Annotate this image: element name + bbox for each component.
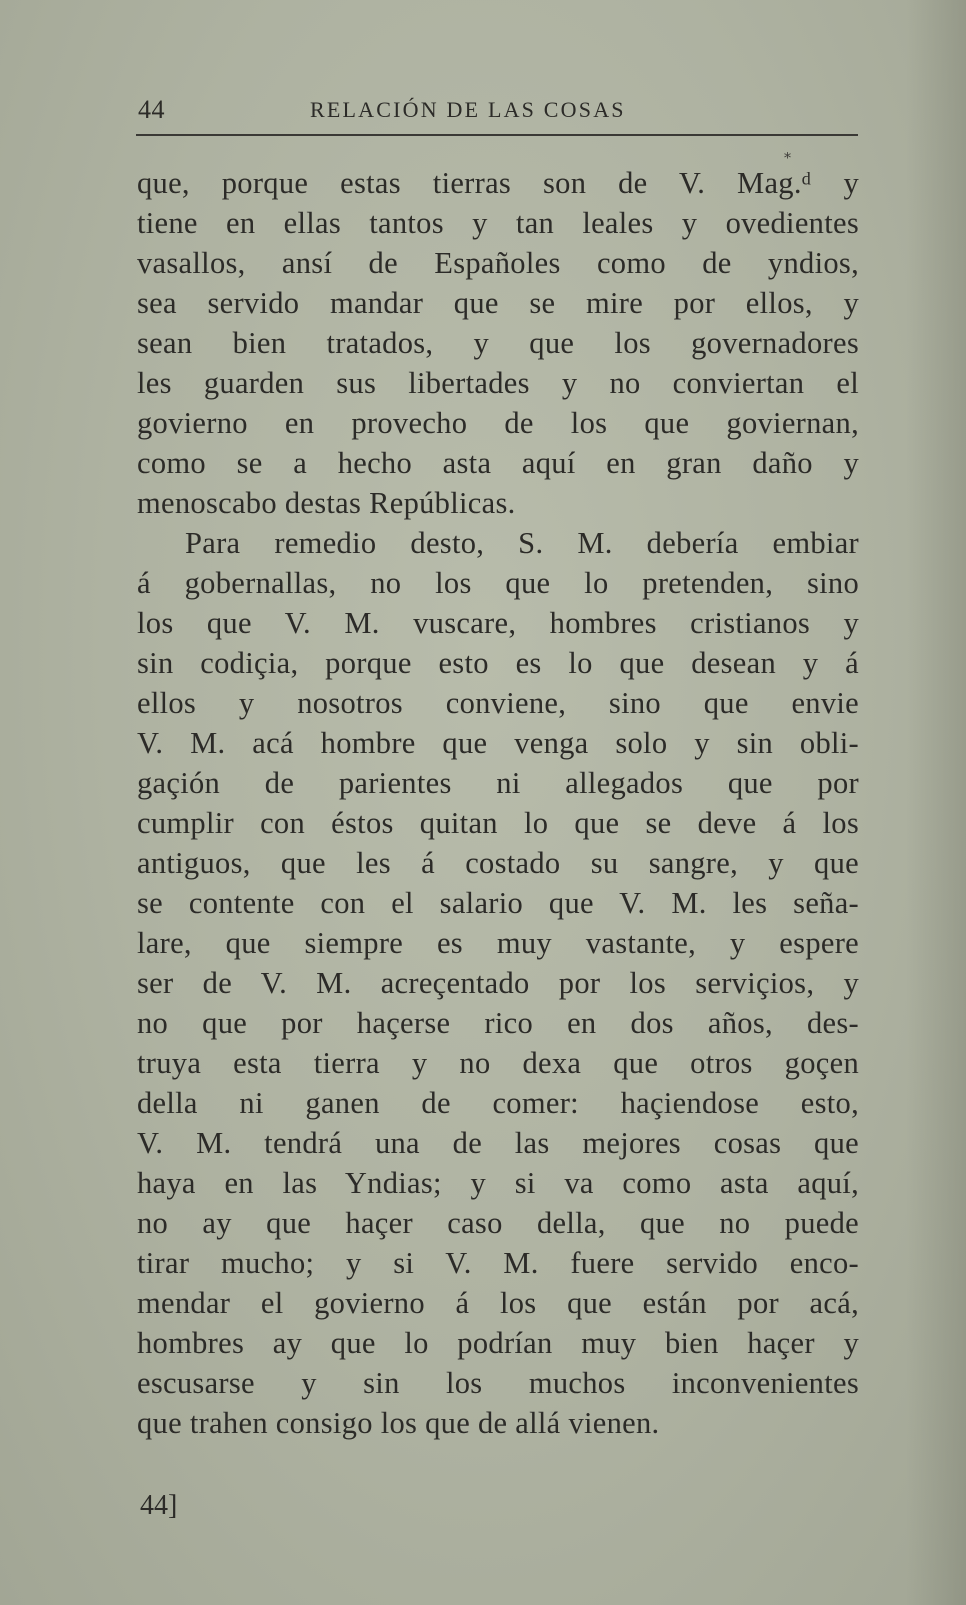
text-line: que, porque estas tierras son de V. Mag.ᵈ y	[137, 166, 859, 200]
text-line: cumplir con éstos quitan lo que se deve á los	[137, 806, 859, 840]
text-line: govierno en provecho de los que goviernan,	[137, 406, 859, 440]
text-line: no ay que haçer caso della, que no puede	[137, 1206, 859, 1240]
text-line: como se a hecho asta aquí en gran daño y	[137, 446, 859, 480]
header-rule	[136, 134, 858, 136]
text-line: antiguos, que les á costado su sangre, y que	[137, 846, 859, 880]
text-line: lare, que siempre es muy vastante, y espere	[137, 926, 859, 960]
text-line: sea servido mandar que se mire por ellos, y	[137, 286, 859, 320]
text-line: V. M. acá hombre que venga solo y sin obli-	[137, 726, 859, 760]
text-line: los que V. M. vuscare, hombres cristianos y	[137, 606, 859, 640]
text-line: mendar el govierno á los que están por acá,	[137, 1286, 859, 1320]
text-line: V. M. tendrá una de las mejores cosas que	[137, 1126, 859, 1160]
page-number: 44	[138, 95, 165, 124]
printer-mark: ⁎	[784, 147, 791, 162]
text-line: menoscabo destas Repúblicas.	[137, 486, 516, 520]
text-line: tirar mucho; y si V. M. fuere servido enco-	[137, 1246, 859, 1280]
text-line: gaçión de parientes ni allegados que por	[137, 766, 859, 800]
text-line: que trahen consigo los que de allá vienen.	[137, 1406, 660, 1440]
text-line: les guarden sus libertades y no conviertan el	[137, 366, 859, 400]
text-line: haya en las Yndias; y si va como asta aquí,	[137, 1166, 859, 1200]
text-line: sean bien tratados, y que los governadores	[137, 326, 859, 360]
text-line: ellos y nosotros conviene, sino que envie	[137, 686, 859, 720]
text-line: ser de V. M. acreçentado por los serviçios, y	[137, 966, 859, 1000]
text-line: truya esta tierra y no dexa que otros goçen	[137, 1046, 859, 1080]
text-line: á gobernallas, no los que lo pretenden, sino	[137, 566, 859, 600]
text-line: della ni ganen de comer: haçiendose esto,	[137, 1086, 859, 1120]
running-title: RELACIÓN DE LAS COSAS	[310, 97, 626, 122]
text-line: no que por haçerse rico en dos años, des-	[137, 1006, 859, 1040]
running-head	[138, 90, 858, 130]
page-edge-shadow	[906, 0, 966, 1605]
signature-mark: 44]	[140, 1490, 178, 1521]
text-line: sin codiçia, porque esto es lo que desean y á	[137, 646, 859, 680]
text-line: tiene en ellas tantos y tan leales y ovedientes	[137, 206, 859, 240]
text-line: Para remedio desto, S. M. debería embiar	[185, 526, 859, 560]
text-line: hombres ay que lo podrían muy bien haçer y	[137, 1326, 859, 1360]
text-line: se contente con el salario que V. M. les seña-	[137, 886, 859, 920]
body-text	[137, 163, 859, 1443]
text-line: escusarse y sin los muchos inconvenientes	[137, 1366, 859, 1400]
text-line: vasallos, ansí de Españoles como de yndios,	[137, 246, 859, 280]
